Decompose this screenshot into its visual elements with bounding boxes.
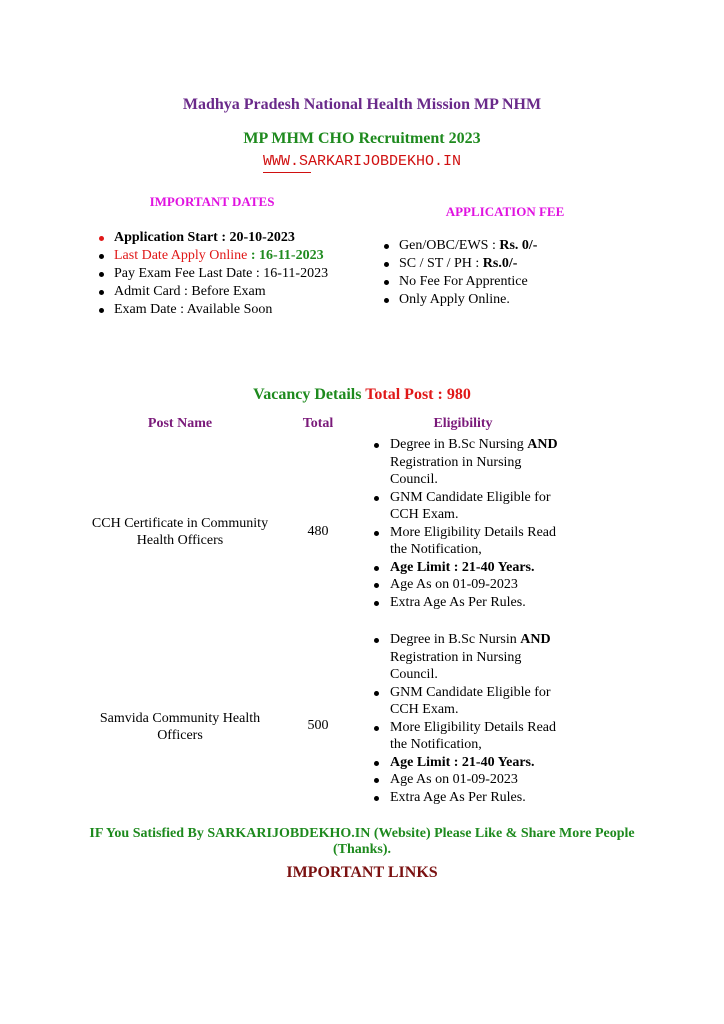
eligibility-list <box>370 436 570 611</box>
bullet-icon <box>99 308 104 313</box>
bullet-icon <box>374 796 379 801</box>
bullet-icon <box>384 298 389 303</box>
table-row-post-name: Samvida Community Health Officers <box>99 711 261 743</box>
bullet-icon <box>374 778 379 783</box>
list-item: Age As on 01-09-2023 <box>370 771 570 789</box>
bullet-icon <box>99 290 104 295</box>
bullet-icon <box>374 726 379 731</box>
list-item: Degree in B.Sc Nursing AND Registration in Nursing Council. <box>370 436 570 489</box>
list-item: Age Limit : 21-40 Years. <box>370 754 570 772</box>
date-label: Pay Exam Fee Last Date : 16-11-2023 <box>114 266 329 281</box>
list-item: GNM Candidate Eligible for CCH Exam. <box>370 489 570 524</box>
bullet-icon <box>374 583 379 588</box>
date-item-application-start <box>96 229 386 247</box>
total-post-label: Total Post : 980 <box>365 386 471 403</box>
column-header-eligibility: Eligibility <box>433 416 493 431</box>
bullet-icon <box>384 262 389 267</box>
bullet-icon <box>374 443 379 448</box>
fee-label: SC / ST / PH : <box>399 256 483 271</box>
bullet-icon <box>374 691 379 696</box>
fee-value: Rs.0/- <box>482 256 518 271</box>
date-item-pay-fee <box>96 265 386 283</box>
vacancy-heading <box>0 386 724 404</box>
important-dates-list <box>96 229 386 319</box>
bullet-icon <box>99 236 104 241</box>
bullet-icon <box>374 761 379 766</box>
table-row-post-name: CCH Certificate in Community Health Officers <box>91 516 269 548</box>
vacancy-title: Vacancy Details <box>253 386 362 403</box>
eligibility-list <box>370 631 570 806</box>
application-fee-list <box>381 237 671 309</box>
list-item: Age As on 01-09-2023 <box>370 576 570 594</box>
bullet-icon <box>374 601 379 606</box>
application-fee-heading: APPLICATION FEE <box>445 204 565 219</box>
list-item: Degree in B.Sc Nursin AND Registration in Nursing Council. <box>370 631 570 684</box>
list-item: Age Limit : 21-40 Years. <box>370 559 570 577</box>
date-item-last-date <box>96 247 386 265</box>
date-value: 16-11-2023 <box>259 248 324 263</box>
list-item: More Eligibility Details Read the Notification, <box>370 719 570 754</box>
date-label: Admit Card : Before Exam <box>114 284 266 299</box>
list-item: Extra Age As Per Rules. <box>370 594 570 612</box>
fee-label: Only Apply Online. <box>399 292 510 307</box>
date-label: Exam Date : Available Soon <box>114 302 273 317</box>
list-item: More Eligibility Details Read the Notification, <box>370 524 570 559</box>
column-header-post-name: Post Name <box>147 416 213 431</box>
table-row-total: 500 <box>307 718 329 733</box>
important-dates-heading: IMPORTANT DATES <box>149 194 275 209</box>
fee-label: No Fee For Apprentice <box>399 274 528 289</box>
bullet-icon <box>374 566 379 571</box>
fee-item-general <box>381 237 671 255</box>
fee-value: Rs. 0/- <box>499 238 538 253</box>
fee-item-sc-st <box>381 255 671 273</box>
bullet-icon <box>374 638 379 643</box>
bullet-icon <box>374 496 379 501</box>
important-links-heading: IMPORTANT LINKS <box>286 864 438 881</box>
table-row-total: 480 <box>307 524 329 539</box>
date-item-exam-date <box>96 301 386 319</box>
column-header-total: Total <box>302 416 334 431</box>
website-link[interactable] <box>0 153 724 170</box>
date-label: Application Start : 20-10-2023 <box>114 230 295 245</box>
bullet-icon <box>384 244 389 249</box>
fee-item-online <box>381 291 671 309</box>
bullet-icon <box>374 531 379 536</box>
fee-item-apprentice <box>381 273 671 291</box>
page-title: Madhya Pradesh National Health Mission MP NHM <box>182 96 542 113</box>
footer-message: IF You Satisfied By SARKARIJOBDEKHO.IN (Website) Please Like & Share More People (Thanks). <box>89 826 635 857</box>
fee-label: Gen/OBC/EWS : <box>399 238 500 253</box>
list-item: Extra Age As Per Rules. <box>370 789 570 807</box>
date-item-admit-card <box>96 283 386 301</box>
list-item: GNM Candidate Eligible for CCH Exam. <box>370 684 570 719</box>
date-separator: : <box>247 248 260 263</box>
website-text[interactable]: WWW.SARKARIJOBDEKHO.IN <box>262 153 462 170</box>
bullet-icon <box>99 272 104 277</box>
bullet-icon <box>99 254 104 259</box>
bullet-icon <box>384 280 389 285</box>
date-label: Last Date Apply Online <box>114 248 248 263</box>
page-subtitle: MP MHM CHO Recruitment 2023 <box>243 130 481 147</box>
